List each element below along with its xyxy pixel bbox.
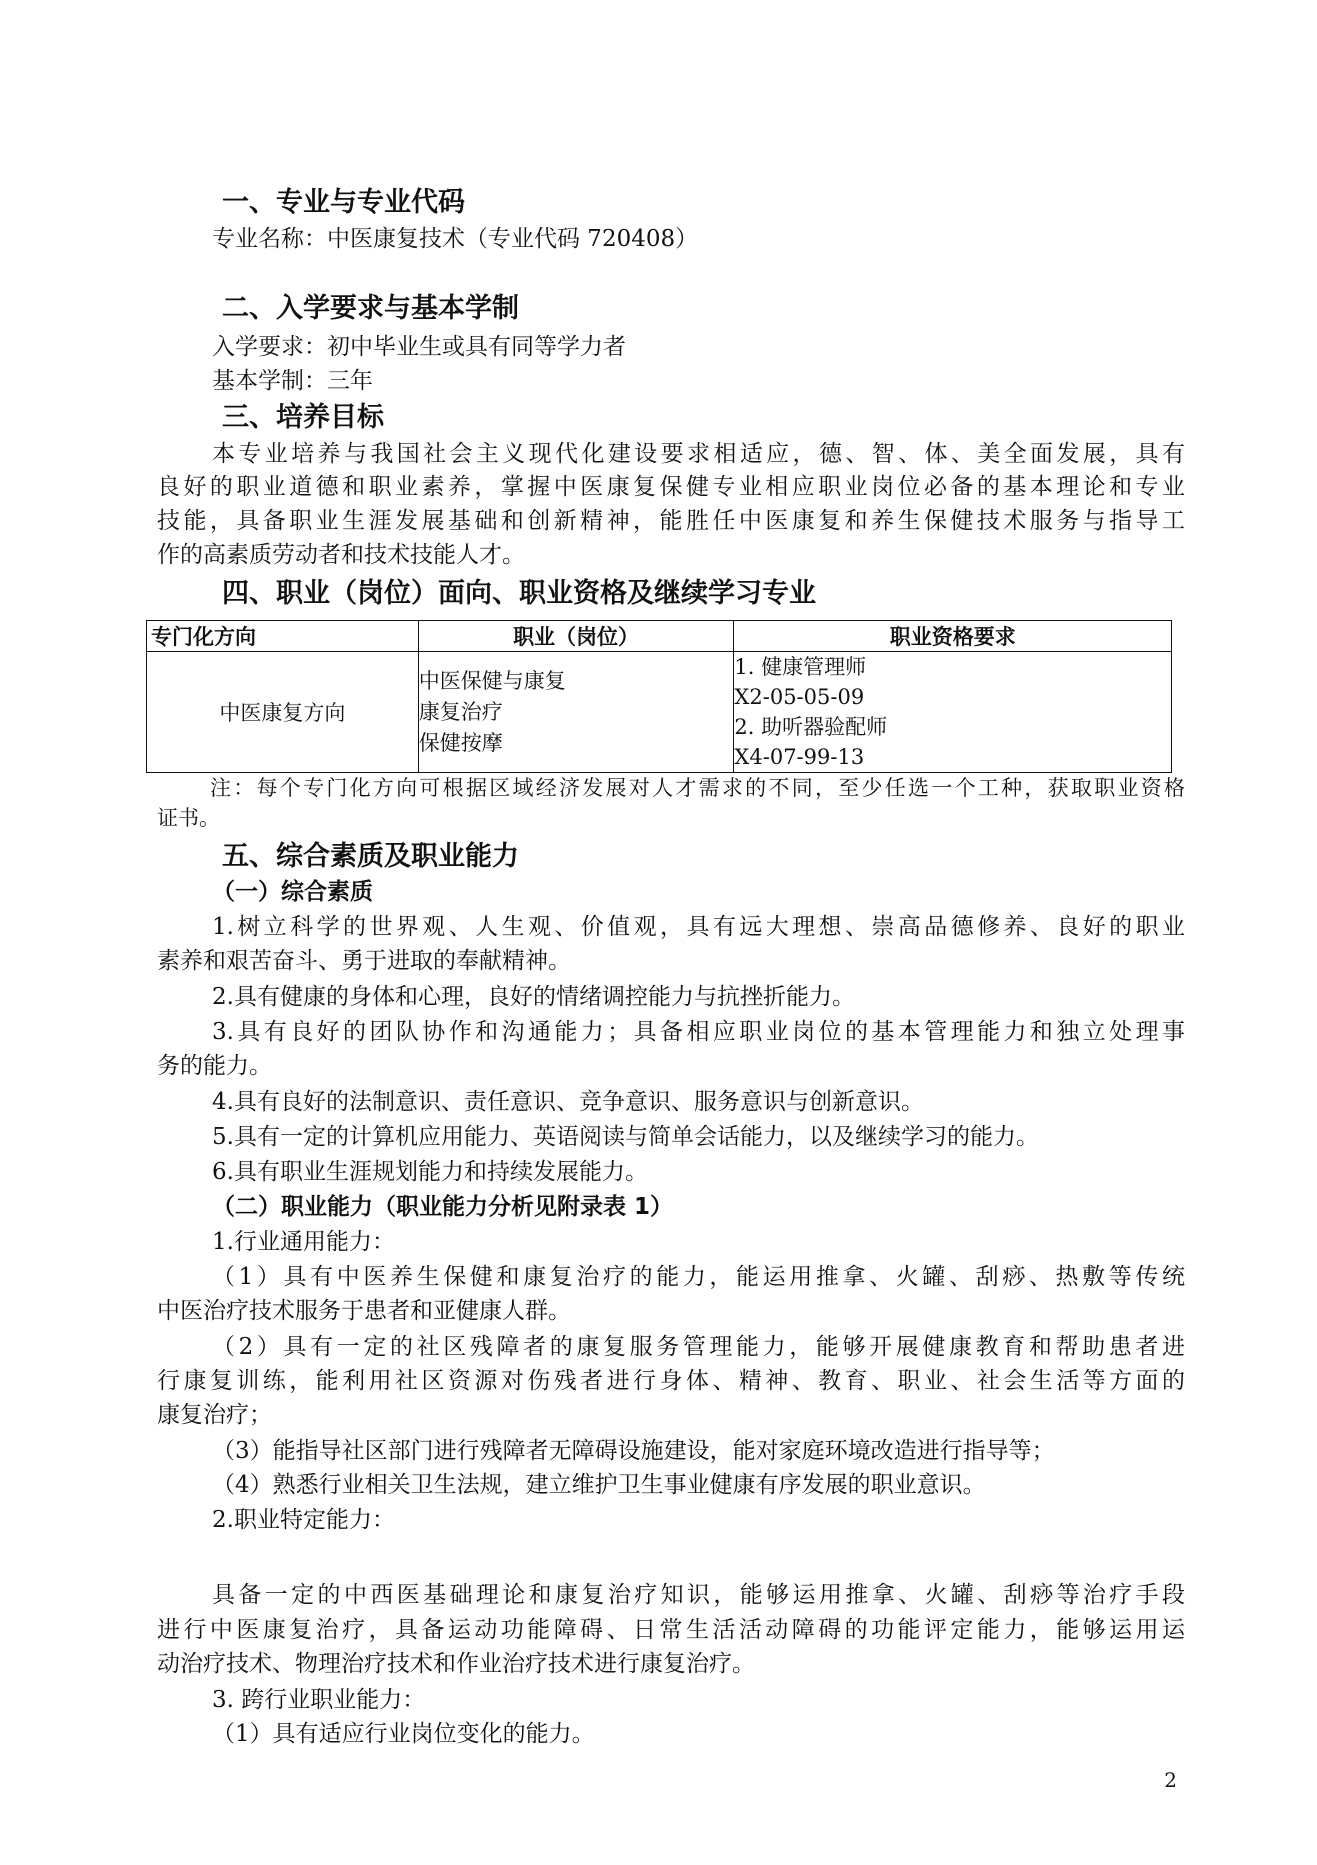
quality-line: 4.具有良好的法制意识、责任意识、竞争意识、服务意识与创新意识。 xyxy=(212,1089,924,1115)
occupation-item: 保健按摩 xyxy=(418,730,503,755)
header-occupation: 职业（岗位） xyxy=(418,621,734,652)
general-ability-line: 康复治疗； xyxy=(157,1402,272,1428)
admission-requirement: 入学要求：初中毕业生或具有同等学力者 xyxy=(212,334,626,360)
qualification-item: 2. 助听器验配师 xyxy=(734,715,888,739)
table-row xyxy=(147,652,1172,773)
table-note: 证书。 xyxy=(157,806,220,830)
section-3-title: 三、培养目标 xyxy=(222,402,384,433)
header-qualification: 职业资格要求 xyxy=(734,621,1172,652)
general-ability-line: （3）能指导社区部门进行残障者无障碍设施建设，能对家庭环境改造进行指导等； xyxy=(212,1438,1055,1464)
qualification-code: X2-05-05-09 xyxy=(734,685,865,709)
section-4-title: 四、职业（岗位）面向、职业资格及继续学习专业 xyxy=(222,578,816,609)
occupation-table xyxy=(146,620,1172,773)
table-note: 注：每个专门化方向可根据区域经济发展对人才需求的不同，至少任选一个工种，获取职业资格 xyxy=(210,776,1185,800)
page-number: 2 xyxy=(1164,1768,1177,1792)
general-ability-line: 中医治疗技术服务于患者和亚健康人群。 xyxy=(157,1298,571,1324)
quality-line: 1.树立科学的世界观、人生观、价值观，具有远大理想、崇高品德修养、良好的职业 xyxy=(212,914,1185,940)
objective-line: 作的高素质劳动者和技术技能人才。 xyxy=(157,542,525,568)
qualification-code: X4-07-99-13 xyxy=(734,745,865,769)
cross-ability-title: 3. 跨行业职业能力： xyxy=(212,1687,426,1713)
occupation-item: 中医保健与康复 xyxy=(418,668,566,693)
specific-ability-line: 动治疗技术、物理治疗技术和作业治疗技术进行康复治疗。 xyxy=(157,1651,755,1677)
qualification-cell xyxy=(734,652,1172,773)
specific-ability-line: 具备一定的中西医基础理论和康复治疗知识，能够运用推拿、火罐、刮痧等治疗手段 xyxy=(212,1582,1185,1608)
major-name: 专业名称：中医康复技术（专业代码 720408） xyxy=(212,226,699,252)
objective-line: 技能，具备职业生涯发展基础和创新精神，能胜任中医康复和养生保健技术服务与指导工 xyxy=(157,508,1185,534)
subsection-ability-title: （二）职业能力（职业能力分析见附录表 1） xyxy=(212,1194,674,1220)
quality-line: 素养和艰苦奋斗、勇于进取的奉献精神。 xyxy=(157,948,571,974)
section-1-title: 一、专业与专业代码 xyxy=(222,187,465,218)
table-header-row xyxy=(147,621,1172,652)
quality-line: 务的能力。 xyxy=(157,1053,272,1079)
quality-line: 2.具有健康的身体和心理，良好的情绪调控能力与抗挫折能力。 xyxy=(212,984,855,1010)
qualification-item: 1. 健康管理师 xyxy=(734,655,867,679)
quality-line: 3.具有良好的团队协作和沟通能力；具备相应职业岗位的基本管理能力和独立处理事 xyxy=(212,1019,1185,1045)
occupation-cell xyxy=(418,652,734,773)
subsection-quality-title: （一）综合素质 xyxy=(212,879,373,905)
direction-cell: 中医康复方向 xyxy=(147,652,419,773)
section-5-title: 五、综合素质及职业能力 xyxy=(222,841,519,872)
basic-duration: 基本学制：三年 xyxy=(212,368,373,394)
general-ability-title: 1.行业通用能力： xyxy=(212,1229,395,1255)
general-ability-line: （2）具有一定的社区残障者的康复服务管理能力，能够开展健康教育和帮助患者进 xyxy=(212,1334,1185,1360)
quality-line: 6.具有职业生涯规划能力和持续发展能力。 xyxy=(212,1159,648,1185)
specific-ability-title: 2.职业特定能力： xyxy=(212,1507,395,1533)
specific-ability-line: 进行中医康复治疗，具备运动功能障碍、日常生活活动障碍的功能评定能力，能够运用运 xyxy=(157,1617,1185,1643)
header-direction: 专门化方向 xyxy=(147,621,419,652)
occupation-item: 康复治疗 xyxy=(418,699,503,724)
general-ability-line: 行康复训练，能利用社区资源对伤残者进行身体、精神、教育、职业、社会生活等方面的 xyxy=(157,1368,1185,1394)
cross-ability-line: （1）具有适应行业岗位变化的能力。 xyxy=(212,1721,595,1747)
objective-line: 本专业培养与我国社会主义现代化建设要求相适应，德、智、体、美全面发展，具有 xyxy=(212,441,1185,467)
general-ability-line: （4）熟悉行业相关卫生法规，建立维护卫生事业健康有序发展的职业意识。 xyxy=(212,1472,986,1498)
section-2-title: 二、入学要求与基本学制 xyxy=(222,293,519,324)
objective-line: 良好的职业道德和职业素养，掌握中医康复保健专业相应职业岗位必备的基本理论和专业 xyxy=(157,474,1185,500)
quality-line: 5.具有一定的计算机应用能力、英语阅读与简单会话能力，以及继续学习的能力。 xyxy=(212,1124,1039,1150)
general-ability-line: （1）具有中医养生保健和康复治疗的能力，能运用推拿、火罐、刮痧、热敷等传统 xyxy=(212,1264,1185,1290)
